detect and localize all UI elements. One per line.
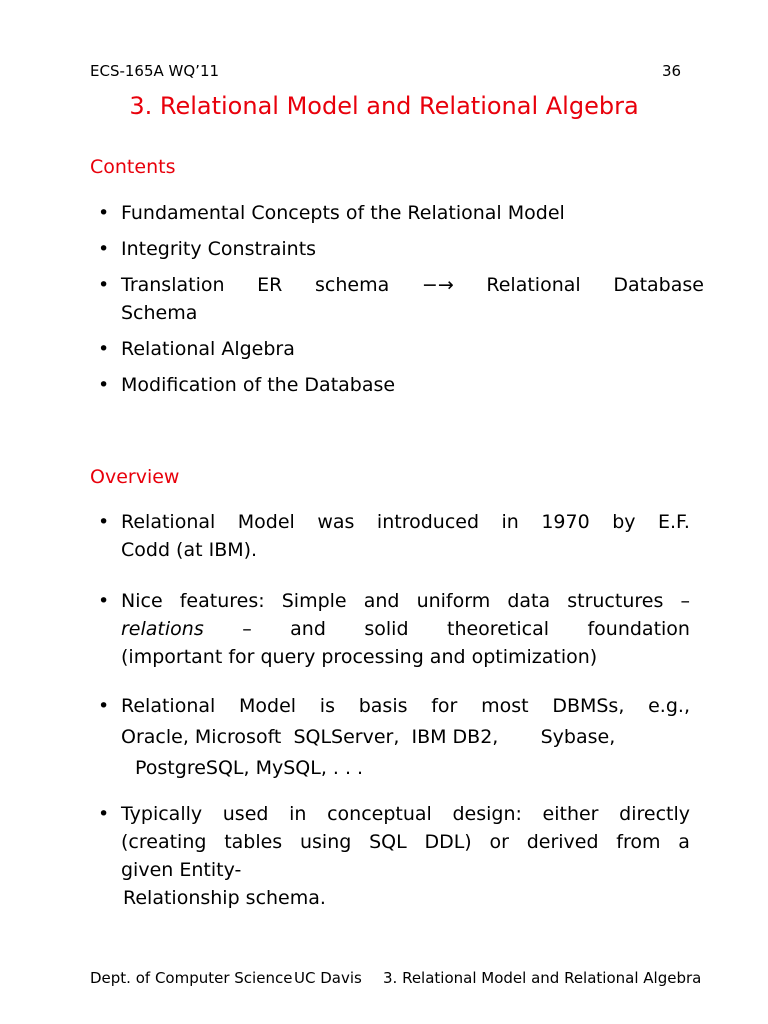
bullet-icon: • [98, 338, 110, 360]
footer-chapter: 3. Relational Model and Relational Algebra [383, 969, 702, 987]
contents-item: Fundamental Concepts of the Relational Model [121, 202, 565, 224]
bullet-icon: • [98, 274, 110, 296]
page-number: 36 [662, 62, 682, 80]
course-code: ECS-165A WQ’11 [90, 62, 220, 80]
bullet-icon: • [98, 590, 110, 612]
bullet-icon: • [98, 374, 110, 396]
list-item [98, 271, 708, 327]
bullet-icon: • [98, 511, 110, 533]
contents-item-line-2: Schema [121, 302, 198, 324]
contents-item: Integrity Constraints [121, 238, 317, 260]
bullet-icon: • [98, 695, 110, 717]
overview-heading: Overview [90, 466, 180, 488]
bullet-icon: • [98, 238, 110, 260]
bullet-icon: • [98, 803, 110, 825]
footer-dept: Dept. of Computer Science [90, 969, 293, 987]
footer-university: UC Davis [294, 969, 362, 987]
list-item: • Relational Model is basis for most DBMSs, e.g., Oracle, Microsoft SQLServer, IBM DB2, Sybase, PostgreSQL, MySQL, . . . [98, 692, 698, 780]
list-item: • Nice features: Simple and uniform data structures – relations – and solid theoretical foundation (important for query processing and optimization) [98, 587, 698, 671]
contents-item: Modification of the Database [121, 374, 396, 396]
list-item: • Typically used in conceptual design: either directly (creating tables using SQL DDL) or derived from a given Entity- Relationship schema. [98, 800, 698, 912]
contents-item: Relational Algebra [121, 338, 295, 360]
bullet-icon: • [98, 202, 110, 224]
page-title: 3. Relational Model and Relational Algebra [129, 92, 639, 120]
contents-heading: Contents [90, 156, 176, 178]
list-item: • Relational Model was introduced in 1970 by E.F. Codd (at IBM). [98, 508, 698, 564]
contents-item-line-1: Translation ER schema −→ Relational Database [121, 274, 704, 296]
